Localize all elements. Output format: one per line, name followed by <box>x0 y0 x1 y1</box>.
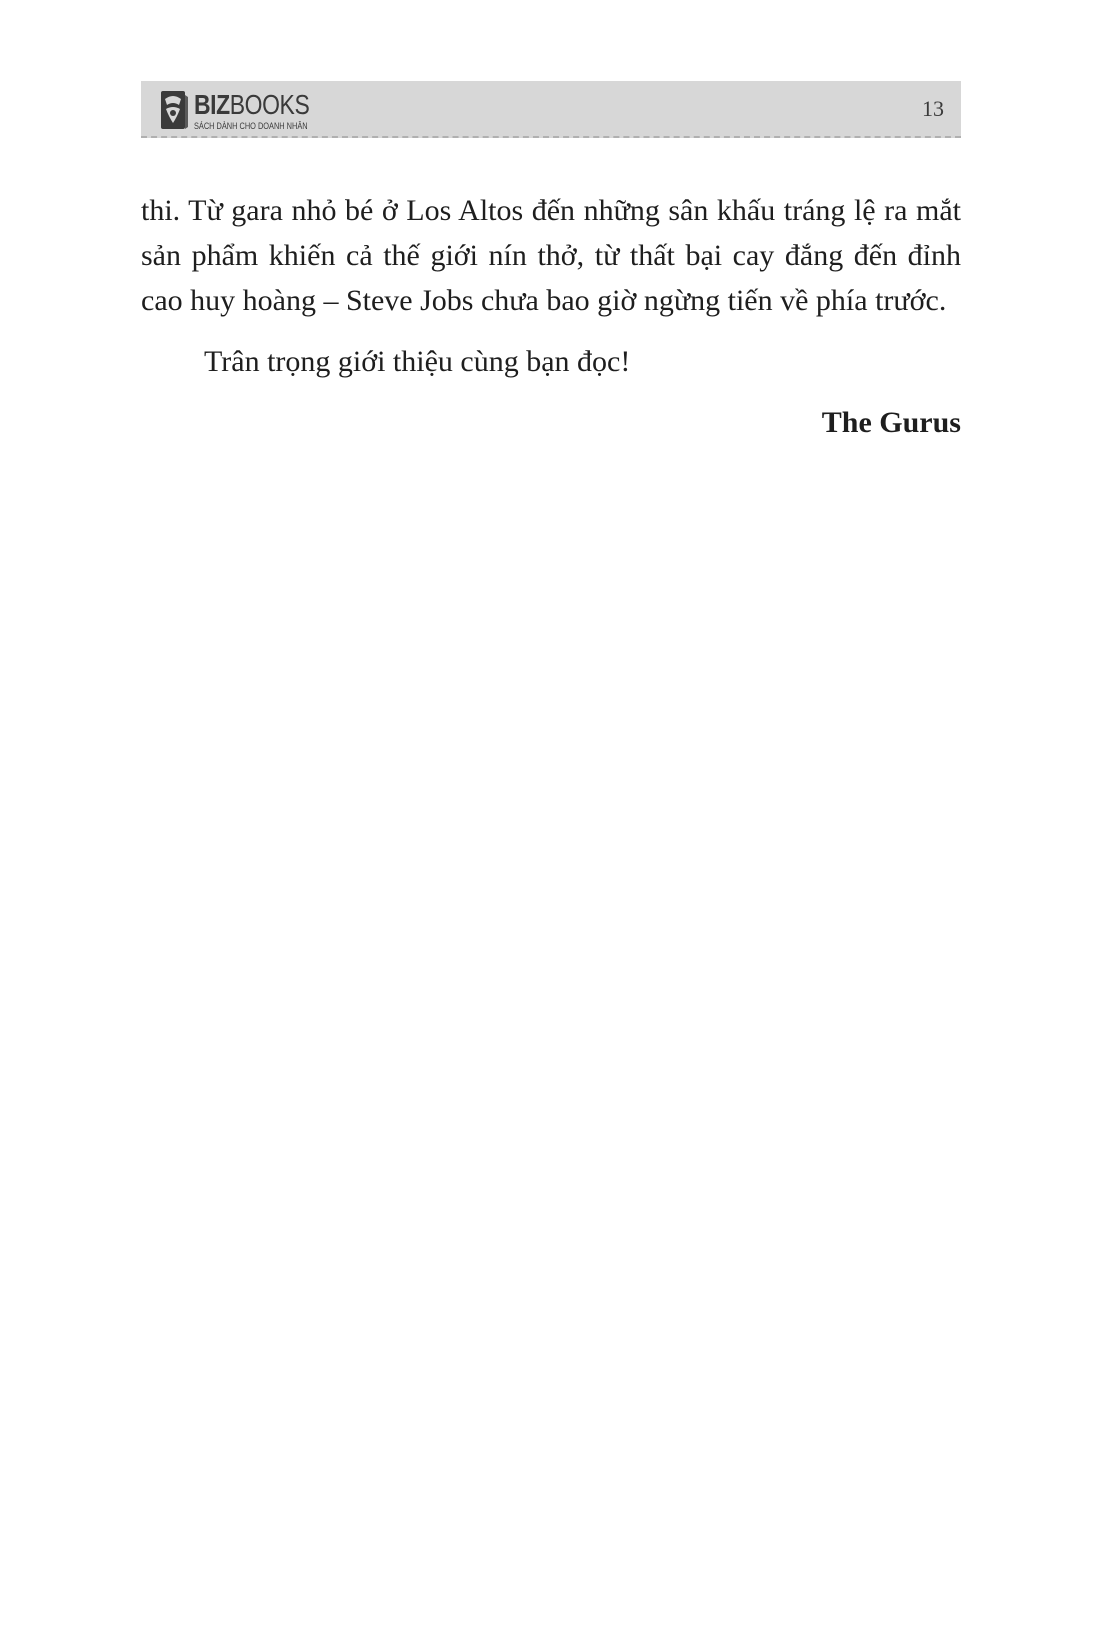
header-divider <box>141 136 961 138</box>
page-header <box>141 81 961 138</box>
body-paragraph-1: thi. Từ gara nhỏ bé ở Los Altos đến những sân khấu tráng lệ ra mắt sản phẩm khiến cả thế giới nín thở, từ thất bại cay đắng đến đỉnh cao huy hoàng – Steve Jobs chưa bao giờ ngừng tiến về phía trước. <box>141 194 961 317</box>
logo-tagline: SÁCH DÀNH CHO DOANH NHÂN <box>194 121 308 131</box>
logo-brand <box>194 91 309 119</box>
logo-brand-light: BOOKS <box>229 89 310 120</box>
logo-brand-bold: BIZ <box>194 89 230 120</box>
bizbooks-logo <box>159 89 335 131</box>
signature: The Gurus <box>821 406 961 439</box>
page-number: 13 <box>922 96 944 121</box>
body-paragraph-2: Trân trọng giới thiệu cùng bạn đọc! <box>204 345 631 378</box>
bizbooks-logo-icon <box>159 89 189 131</box>
page-content <box>141 188 961 445</box>
